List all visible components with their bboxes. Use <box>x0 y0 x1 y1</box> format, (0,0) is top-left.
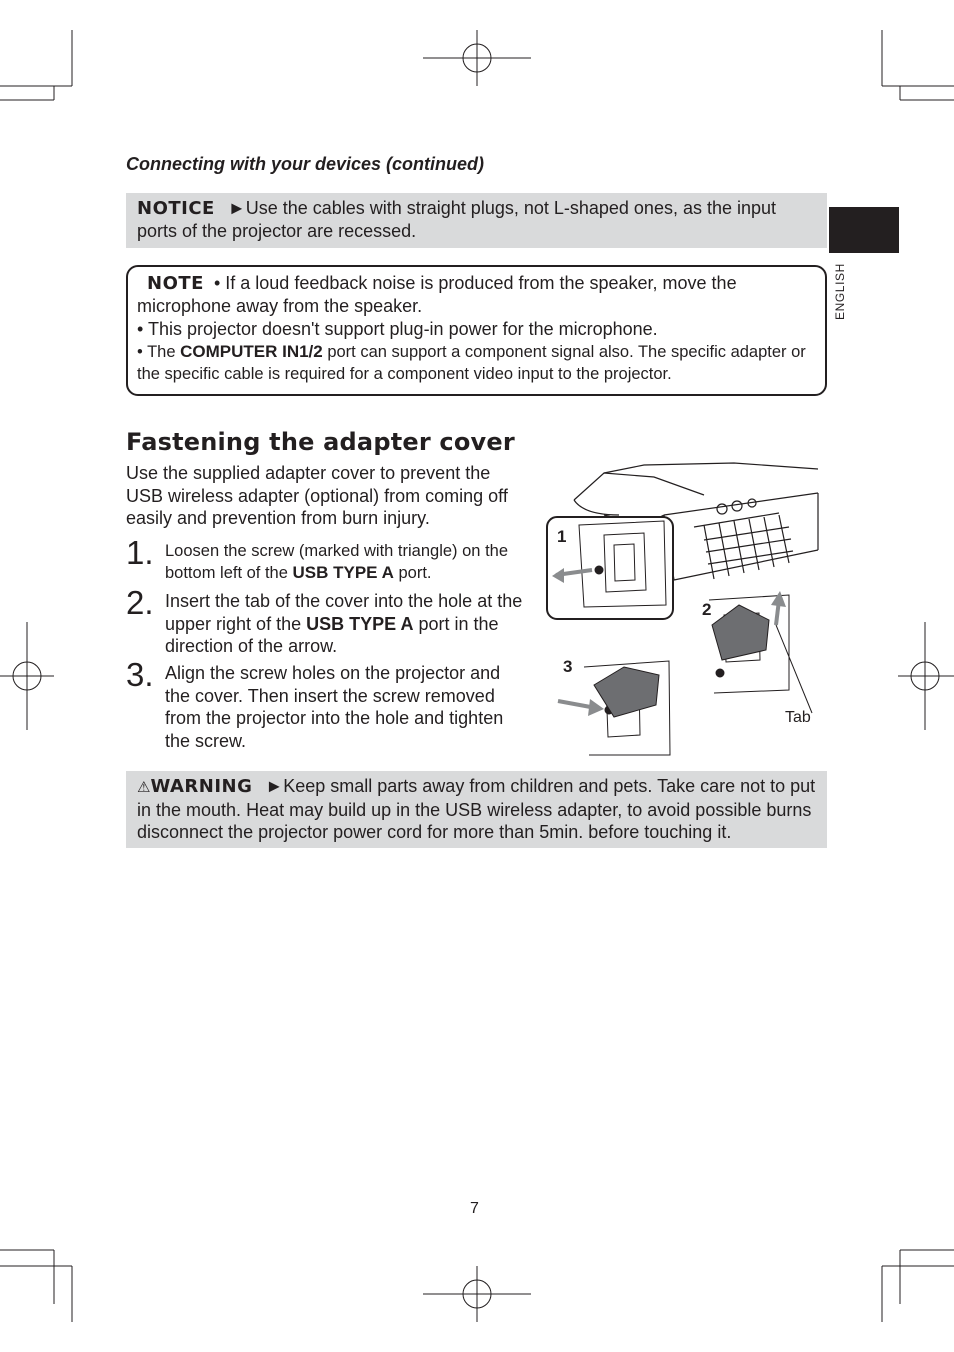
note-item-3-pre: • The <box>137 343 181 361</box>
note-label: NOTE <box>147 273 204 294</box>
notice-arrow: ► <box>227 198 246 218</box>
figure-label-1: 1 <box>557 527 567 546</box>
language-tab <box>829 207 899 253</box>
warning-icon: ⚠ <box>137 778 151 796</box>
step-2-text-pre: Insert the tab of the cover into the hole at the upper right of the <box>165 591 523 634</box>
figure-label-2: 2 <box>702 600 712 619</box>
language-label: ENGLISH <box>833 263 847 320</box>
tab-callout-label: Tab <box>785 709 811 726</box>
warning-box <box>126 771 827 848</box>
note-item-3-bold: COMPUTER IN1/2 <box>180 342 323 361</box>
step-2 <box>126 584 526 660</box>
step-1-number: 1. <box>126 534 154 571</box>
note-item-1 <box>137 272 815 318</box>
page-number: 7 <box>470 1200 479 1217</box>
warning-text: Keep small parts away from children and pets. Take care not to put in the mouth. Heat may build up in the USB wireless adapter, to avoid possible burns disconnect the projector power cord for more than 5min. before touching it. <box>137 776 816 842</box>
step-1-text-post: port. <box>393 564 432 582</box>
warning-arrow: ► <box>265 776 284 796</box>
step-1-text <box>165 540 525 584</box>
section-subtitle: Connecting with your devices (continued) <box>126 154 485 174</box>
note-item-2: • This projector doesn't support plug-in power for the microphone. <box>137 319 658 339</box>
section-intro: Use the supplied adapter cover to prevent the USB wireless adapter (optional) from coming off easily and prevention from burn injury. <box>126 463 508 528</box>
note-item-3 <box>137 341 815 385</box>
figure-label-3: 3 <box>563 657 573 676</box>
step-2-text-post: port in the direction of the arrow. <box>165 613 499 656</box>
step-3-text-pre: Align the screw holes on the projector and the cover. Then insert the screw removed from the projector into the hole and tighten the screw. <box>165 663 504 751</box>
section-title: Fastening the adapter cover <box>126 428 515 456</box>
warning-label: WARNING <box>150 776 253 797</box>
adapter-cover-illustration <box>544 455 824 765</box>
step-2-text-bold: USB TYPE A <box>306 613 414 634</box>
note-box <box>126 265 827 396</box>
step-3-text <box>165 662 525 752</box>
step-1-text-pre: Loosen the screw (marked with triangle) on the bottom left of the <box>165 542 509 582</box>
step-1 <box>126 534 526 586</box>
note-item-1-text: • If a loud feedback noise is produced from the speaker, move the microphone away from the speaker. <box>137 273 737 316</box>
note-item-3-post: port can support a component signal also. The specific adapter or the specific cable is required for a component video input to the projector. <box>137 343 806 383</box>
notice-label: NOTICE <box>137 198 215 219</box>
step-2-number: 2. <box>126 584 154 621</box>
step-2-text <box>165 590 525 658</box>
step-3-number: 3. <box>126 656 154 693</box>
notice-box <box>126 193 827 248</box>
projector-drawing <box>544 455 824 760</box>
notice-text: Use the cables with straight plugs, not L-shaped ones, as the input ports of the projector are recessed. <box>137 198 777 241</box>
step-1-text-bold: USB TYPE A <box>292 563 394 582</box>
step-3 <box>126 656 526 754</box>
